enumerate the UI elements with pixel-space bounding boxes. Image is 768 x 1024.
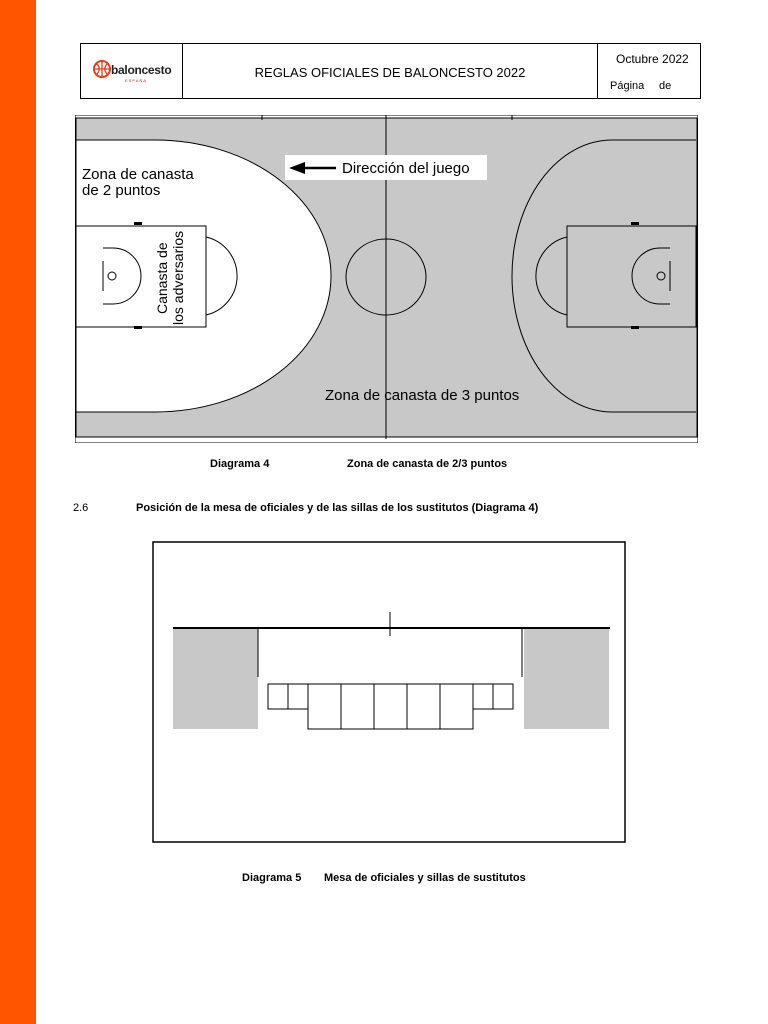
diagram4-number: Diagrama 4 (210, 458, 270, 470)
right-key (567, 226, 696, 327)
direction-label: Dirección del juego (342, 160, 470, 177)
page-of-label: de (659, 80, 672, 92)
opponent-basket-line2: los adversarios (170, 230, 186, 325)
section-number: 2.6 (73, 502, 89, 514)
logo-cell (81, 44, 183, 98)
page-header (80, 43, 701, 99)
officials-table-diagram (152, 541, 627, 844)
officials-table (308, 684, 473, 729)
diagram5-number: Diagrama 5 (242, 872, 302, 884)
zone3-label: Zona de canasta de 3 puntos (325, 387, 520, 404)
substitute-area-right (524, 629, 609, 729)
basketball-icon (93, 60, 111, 78)
document-title: REGLAS OFICIALES DE BALONCESTO 2022 (183, 44, 598, 98)
date-page-cell (598, 44, 700, 98)
court-diagram (75, 115, 698, 443)
logo-text: baloncesto (111, 63, 172, 77)
opponent-basket-line1: Canasta de (154, 242, 170, 314)
diagram4-title: Zona de canasta de 2/3 puntos (347, 458, 508, 470)
logo-subtext: ESPAÑA (125, 78, 147, 83)
section-title: Posición de la mesa de oficiales y de las sillas de los sustitutos (Diagrama 4) (136, 502, 539, 514)
substitute-area-left (173, 629, 258, 729)
page-label: Página (610, 80, 645, 92)
zone2-label-line2: de 2 puntos (82, 182, 161, 199)
orange-side-bar (0, 0, 36, 1024)
diagram5-title: Mesa de oficiales y sillas de sustitutos (324, 872, 526, 884)
document-date: Octubre 2022 (616, 52, 689, 66)
zone2-label-line1: Zona de canasta (82, 166, 194, 183)
substitute-chairs-right (473, 684, 513, 709)
substitute-chairs-left (268, 684, 308, 709)
